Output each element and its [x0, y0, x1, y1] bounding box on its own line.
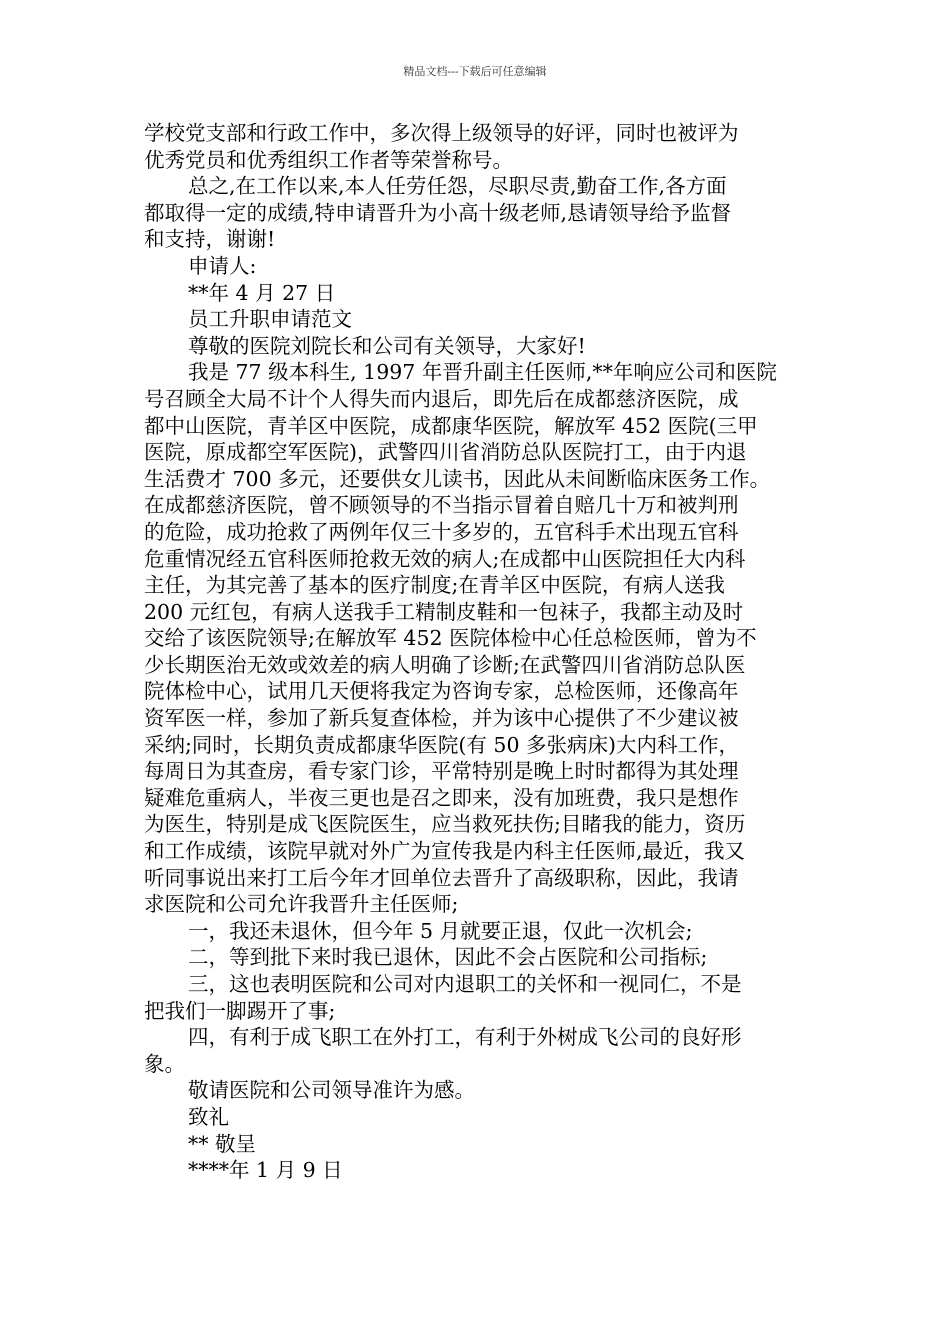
text-line: 采纳;同时，长期负责成都康华医院(有 50 多张病床)大内科工作， — [144, 732, 740, 757]
text-line: **年 4 月 27 日 — [188, 280, 336, 305]
text-line: 二，等到批下来时我已退休，因此不会占医院和公司指标; — [188, 945, 708, 970]
text-line: 把我们一脚踢开了事; — [144, 998, 336, 1023]
text-line: 为医生，特别是成飞医院医生，应当救死扶伤;目睹我的能力，资历 — [144, 812, 746, 837]
text-line: ****年 1 月 9 日 — [188, 1158, 343, 1183]
text-line: 主任，为其完善了基本的医疗制度;在青羊区中医院，有病人送我 — [144, 573, 725, 598]
text-line: 和支持，谢谢! — [144, 227, 276, 252]
text-line: 总之,在工作以来,本人任劳任怨，尽职尽责,勤奋工作,各方面 — [188, 174, 727, 199]
text-line: 在成都慈济医院，曾不顾领导的不当指示冒着自赔几十万和被判刑 — [144, 493, 739, 518]
text-line: 优秀党员和优秀组织工作者等荣誉称号。 — [144, 147, 513, 172]
document-body — [144, 120, 811, 1184]
text-line: 疑难危重病人，半夜三更也是召之即来，没有加班费，我只是想作 — [144, 785, 739, 810]
text-line: 都中山医院，青羊区中医院，成都康华医院，解放军 452 医院(三甲 — [144, 413, 758, 438]
text-line: 的危险，成功抢救了两例年仅三十多岁的，五官科手术出现五官科 — [144, 519, 739, 544]
text-line: 少长期医治无效或效差的病人明确了诊断;在武警四川省消防总队医 — [144, 652, 746, 677]
text-line: 医院，原成都空军医院)，武警四川省消防总队医院打工，由于内退 — [144, 440, 747, 465]
text-line: 资军医一样，参加了新兵复查体检，并为该中心提供了不少建议被 — [144, 706, 739, 731]
text-line: 三，这也表明医院和公司对内退职工的关怀和一视同仁，不是 — [188, 972, 742, 996]
text-line: 听同事说出来打工后今年才回单位去晋升了高级职称，因此，我请 — [144, 865, 739, 890]
text-line: 四，有利于成飞职工在外打工，有利于外树成飞公司的良好形 — [188, 1025, 742, 1050]
text-line: 都取得一定的成绩,特申请晋升为小高十级老师,恳请领导给予监督 — [144, 200, 732, 225]
text-line: 求医院和公司允许我晋升主任医师; — [144, 892, 459, 917]
text-line: 致礼 — [188, 1104, 229, 1129]
text-line: ** 敬呈 — [188, 1131, 257, 1156]
text-line: 我是 77 级本科生, 1997 年晋升副主任医师,**年响应公司和医院 — [188, 360, 777, 385]
text-line: 象。 — [144, 1051, 185, 1076]
text-line: 生活费才 700 多元，还要供女儿读书，因此从未间断临床医务工作。 — [144, 466, 771, 491]
text-line: 200 元红包，有病人送我手工精制皮鞋和一包袜子，我都主动及时 — [144, 599, 744, 624]
text-line: 每周日为其查房，看专家门诊，平常特别是晚上时时都得为其处理 — [144, 759, 739, 784]
text-line: 申请人: — [188, 253, 257, 278]
text-line: 院体检中心，试用几天便将我定为咨询专家，总检医师，还像高年 — [144, 679, 739, 704]
text-line: 一，我还未退休，但今年 5 月就要正退，仅此一次机会; — [188, 918, 693, 943]
text-line: 和工作成绩，该院早就对外广为宣传我是内科主任医师,最近，我又 — [144, 839, 746, 864]
text-line: 交给了该医院领导;在解放军 452 医院体检中心任总检医师，曾为不 — [144, 626, 757, 651]
text-line: 危重情况经五官科医师抢救无效的病人;在成都中山医院担任大内科 — [144, 546, 746, 571]
page-header: 精品文档---下载后可任意编辑 — [403, 65, 547, 78]
text-line: 号召顾全大局不计个人得失而内退后，即先后在成都慈济医院，成 — [144, 386, 739, 411]
text-line: 员工升职申请范文 — [188, 307, 352, 332]
text-line: 敬请医院和公司领导准许为感。 — [188, 1078, 475, 1103]
text-line: 学校党支部和行政工作中，多次得上级领导的好评，同时也被评为 — [144, 121, 739, 145]
text-line: 尊敬的医院刘院长和公司有关领导，大家好! — [188, 333, 586, 358]
